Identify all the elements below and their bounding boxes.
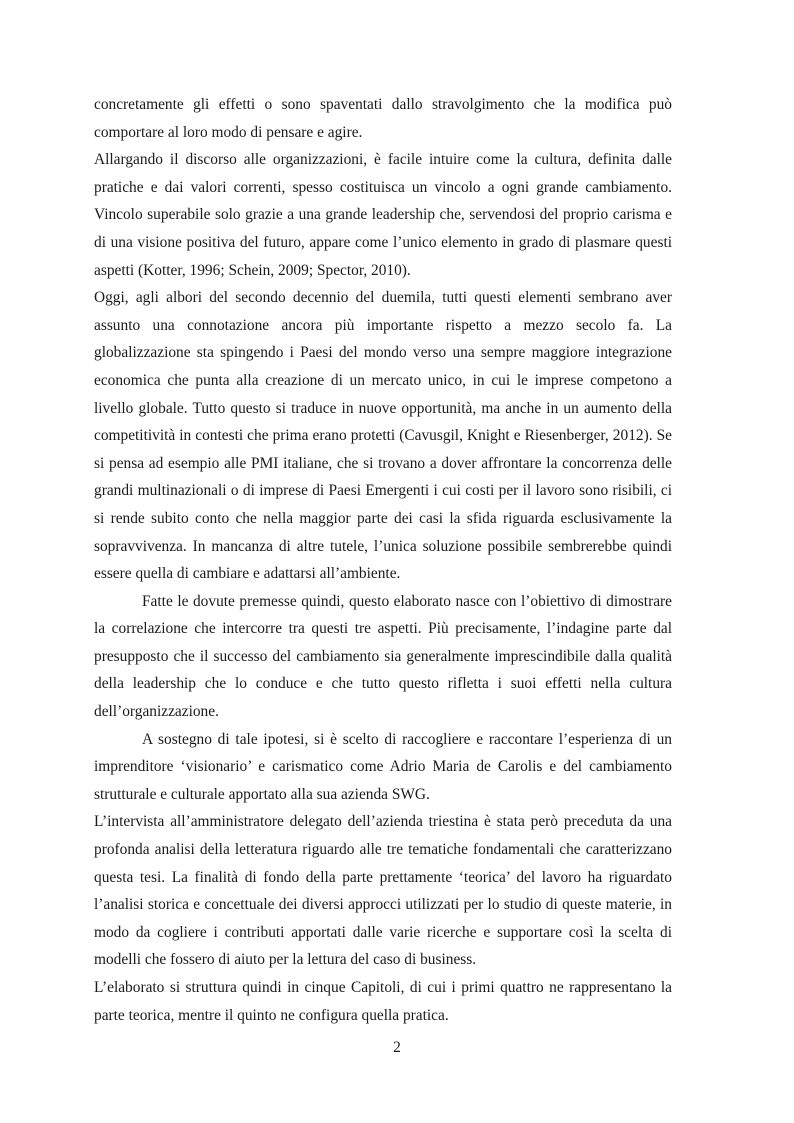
paragraph: A sostegno di tale ipotesi, si è scelto di raccogliere e raccontare l’esperienza di un imprenditore ‘visionario’ e carismatico come Adrio Maria de Carolis e del cambiamento strutturale e culturale apportato alla sua azienda SWG. xyxy=(94,730,672,803)
paragraph: Fatte le dovute premesse quindi, questo elaborato nasce con l’obiettivo di dimostrare la correlazione che intercorre tra questi tre aspetti. Più precisamente, l’indagine parte dal presupposto che il successo del cambiamento sia generalmente imprescindibile dalla qualità della leadership che lo conduce e che tutto questo rifletta i suoi effetti nella cultura dell’organizzazione. xyxy=(94,592,672,721)
paragraph: L’elaborato si struttura quindi in cinque Capitoli, di cui i primi quattro ne rappresentano la parte teorica, mentre il quinto ne configura quella pratica. xyxy=(94,979,672,1024)
body-text xyxy=(94,91,672,1029)
paragraph: L’intervista all’amministratore delegato dell’azienda triestina è stata però preceduta da una profonda analisi della letteratura riguardo alle tre tematiche fondamentali che caratterizzano questa tesi. La finalità di fondo della parte prettamente ‘teorica’ del lavoro ha riguardato l’analisi storica e concettuale dei diversi approcci utilizzati per lo studio di queste materie, in modo da cogliere i contributi apportati dalle varie ricerche e supportare così la scelta di modelli che fossero di aiuto per la lettura del caso di business. xyxy=(94,813,672,969)
paragraph: Oggi, agli albori del secondo decennio del duemila, tutti questi elementi sembrano aver assunto una connotazione ancora più importante rispetto a mezzo secolo fa. La globalizzazione sta spingendo i Paesi del mondo verso una sempre maggiore integrazione economica che punta alla creazione di un mercato unico, in cui le imprese competono a livello globale. Tutto questo si traduce in nuove opportunità, ma anche in un aumento della competitività in contesti che prima erano protetti (Cavusgil, Knight e Riesenberger, 2012). Se si pensa ad esempio alle PMI italiane, che si trovano a dover affrontare la concorrenza delle grandi multinazionali o di imprese di Paesi Emergenti i cui costi per il lavoro sono risibili, ci si rende subito conto che nella maggior parte dei casi la sfida riguarda esclusivamente la sopravvivenza. In mancanza di altre tutele, l’unica soluzione possibile sembrerebbe quindi essere quella di cambiare e adattarsi all’ambiente. xyxy=(94,289,672,583)
page-number: 2 xyxy=(393,1039,401,1056)
paragraph: concretamente gli effetti o sono spaventati dallo stravolgimento che la modifica può comportare al loro modo di pensare e agire. xyxy=(94,96,672,141)
paragraph: Allargando il discorso alle organizzazioni, è facile intuire come la cultura, definita dalle pratiche e dai valori correnti, spesso costituisca un vincolo a ogni grande cambiamento. Vincolo superabile solo grazie a una grande leadership che, servendosi del proprio carisma e di una visione positiva del futuro, appare come l’unico elemento in grado di plasmare questi aspetti (Kotter, 1996; Schein, 2009; Spector, 2010). xyxy=(94,151,672,279)
